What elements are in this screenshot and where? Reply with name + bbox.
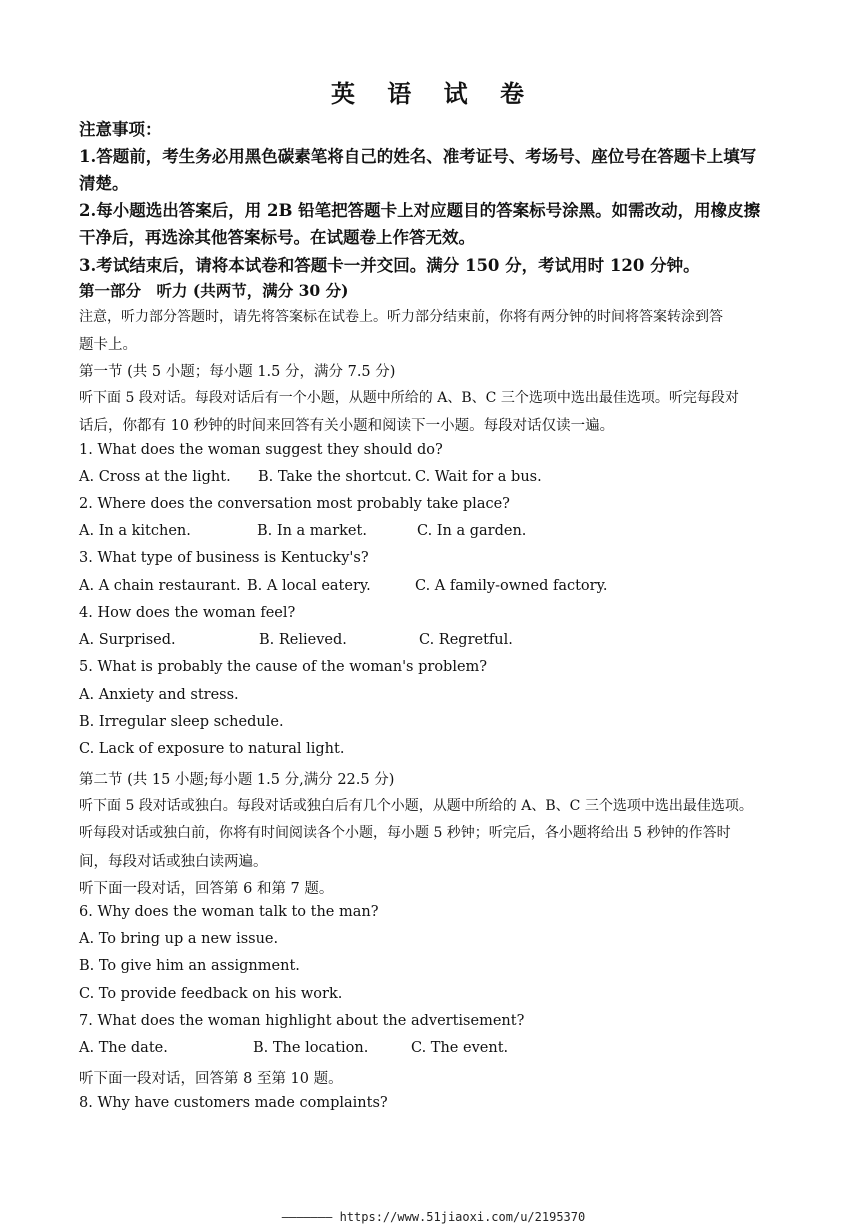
part1-heading: 第一部分 听力 (共两节，满分 30 分) <box>79 281 349 300</box>
option-c: C. Wait for a bus. <box>415 469 542 485</box>
option-b: B. To give him an assignment. <box>79 958 300 974</box>
option-a: A. Cross at the light. <box>79 469 231 485</box>
options-q4 <box>79 632 794 652</box>
part1-note: 注意，听力部分答题时，请先将答案标在试卷上。听力部分结束前，你将有两分钟的时间将答案转涂到答 <box>79 309 723 325</box>
section1-instructions: 听下面 5 段对话。每段对话后有一个小题，从题中所给的 A、B、C 三个选项中选出最佳选项。听完每段对 <box>79 390 739 406</box>
notice-item-3: 3.考试结束后，请将本试卷和答题卡一并交回。满分 150 分，考试用时 120 分钟。 <box>79 256 700 275</box>
option-a: A. To bring up a new issue. <box>79 931 279 947</box>
option-b: B. Relieved. <box>259 632 347 648</box>
options-q1 <box>79 469 794 489</box>
option-c: C. The event. <box>411 1040 509 1056</box>
question-8: 8. Why have customers made complaints? <box>79 1095 388 1111</box>
option-c: C. To provide feedback on his work. <box>79 986 343 1002</box>
section2-instructions: 听下面 5 段对话或独白。每段对话或独白后有几个小题，从题中所给的 A、B、C 三个选项中选出最佳选项。 <box>79 798 753 814</box>
section1-instructions-cont: 话后，你都有 10 秒钟的时间来回答有关小题和阅读下一小题。每段对话仅读一遍。 <box>79 418 615 434</box>
option-a: A. A chain restaurant. <box>79 578 241 594</box>
notice-heading: 注意事项： <box>79 120 162 139</box>
group-instruction-6-7: 听下面一段对话，回答第 6 和第 7 题。 <box>79 881 334 897</box>
options-q3 <box>79 578 794 598</box>
option-b: B. Take the shortcut. <box>258 469 412 485</box>
notice-item-2: 2.每小题选出答案后，用 2B 铅笔把答题卡上对应题目的答案标号涂黑。如需改动，用橡皮擦 <box>79 201 761 220</box>
question-4: 4. How does the woman feel? <box>79 605 296 621</box>
options-q7 <box>79 1040 794 1060</box>
question-6: 6. Why does the woman talk to the man? <box>79 904 379 920</box>
footer-url[interactable]: ‒‒‒‒‒‒‒ https://www.51jiaoxi.com/u/2195370 <box>281 1210 586 1224</box>
notice-item-2-cont: 干净后，再选涂其他答案标号。在试题卷上作答无效。 <box>79 228 475 247</box>
question-3: 3. What type of business is Kentucky's? <box>79 550 369 566</box>
notice-item-1: 1.答题前，考生务必用黑色碳素笔将自己的姓名、准考证号、考场号、座位号在答题卡上填写 <box>79 147 757 166</box>
option-a: A. Surprised. <box>79 632 176 648</box>
notice-item-1-cont: 清楚。 <box>79 174 129 193</box>
question-5: 5. What is probably the cause of the woman's problem? <box>79 659 488 675</box>
section2-instructions-cont: 听每段对话或独白前，你将有时间阅读各个小题，每小题 5 秒钟；听完后，各小题将给出 5 秒钟的作答时 <box>79 825 731 841</box>
question-7: 7. What does the woman highlight about the advertisement? <box>79 1013 525 1029</box>
option-b: B. The location. <box>253 1040 369 1056</box>
option-b: B. Irregular sleep schedule. <box>79 714 284 730</box>
option-b: B. A local eatery. <box>247 578 371 594</box>
option-a: A. Anxiety and stress. <box>79 687 239 703</box>
option-c: C. In a garden. <box>417 523 527 539</box>
question-2: 2. Where does the conversation most probably take place? <box>79 496 510 512</box>
options-q2 <box>79 523 794 543</box>
option-c: C. Lack of exposure to natural light. <box>79 741 345 757</box>
section2-instructions-end: 间，每段对话或独白读两遍。 <box>79 854 268 870</box>
exam-title: 英 语 试 卷 <box>330 79 537 108</box>
option-c: C. Regretful. <box>419 632 513 648</box>
section1-heading: 第一节 (共 5 小题；每小题 1.5 分，满分 7.5 分) <box>79 364 396 380</box>
option-a: A. In a kitchen. <box>79 523 191 539</box>
option-b: B. In a market. <box>257 523 367 539</box>
section2-heading: 第二节 (共 15 小题;每小题 1.5 分,满分 22.5 分) <box>79 772 395 788</box>
part1-note-cont: 题卡上。 <box>79 337 137 353</box>
question-1: 1. What does the woman suggest they should do? <box>79 442 443 458</box>
option-a: A. The date. <box>79 1040 168 1056</box>
group-instruction-8-10: 听下面一段对话，回答第 8 至第 10 题。 <box>79 1071 343 1087</box>
option-c: C. A family-owned factory. <box>415 578 608 594</box>
